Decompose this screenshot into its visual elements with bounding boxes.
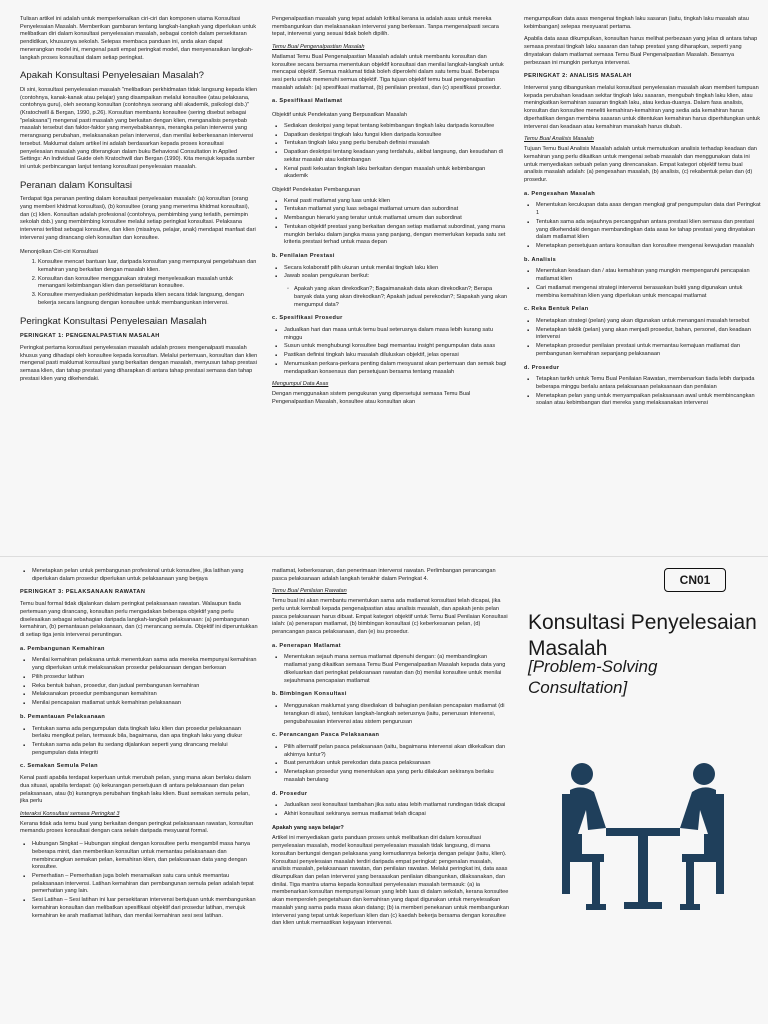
heading-peranan: Peranan dalam Konsultasi xyxy=(20,179,132,191)
list-item: ▪ Tentukan objektif prestasi yang berkaitan dengan setiap matlamat subordinat, yang mana mungkin berlaku dalam jangka masa yang panjang, dengan memerlukan kepada satu set kriteria prestasi terhad untuk masa depan xyxy=(284,224,510,247)
list-item: ▪ Dapatkan deskripsi tentang keadaan yang terdahulu, akibat langsung, dan kesudahan di sekitar masalah atau kebimbangan xyxy=(284,149,510,164)
paragraph-peringkat-2: Intervensi yang dibangunkan melalui konsultasi penyelesaian masalah akan memberi tumpuan kepada perubahan keadaan sekitar tingkah laku sasaran, mengubah tingkah laku klien, atau meningkatkan kemahiran sasaran tingkah laku, atau kedua-duanya. Dalam fasa analisis, konsultan dan konsultee meneliti kemahiran-kemahiran yang sedia ada kemahiran harus diperhatikan dengan membina sasaran untuk ditentukan kemahiran harus diperhitungkan untuk intervensi dan keadaan atau kemahiran manakah harus diubah. xyxy=(524,85,761,130)
list-soalan-pengukuran xyxy=(294,286,510,309)
list-item: ▪ Tentukan sama ada pengumpulan data tingkah laku klien dan prosedur pelaksanaan berlaku mengikut pelan, termasuk bila, bagaimana, dan apa tingkah laku yang diukur xyxy=(32,726,258,741)
heading-penerapan-matlamat: a. Penerapan Matlamat xyxy=(272,642,342,649)
heading-peringkat-1: PERINGKAT 1: PENGENALPASTIAN MASALAH xyxy=(20,333,160,340)
heading-pembangunan-kemahiran: a. Pembangunan Kemahiran xyxy=(20,645,105,652)
heading-mengumpul-data: Mengumpul Data Asas xyxy=(272,381,329,388)
heading-penilaian-prestasi: b. Penilaian Prestasi xyxy=(272,252,335,259)
list-pemantauan-pelaksanaan xyxy=(32,726,258,758)
consultation-meeting-icon xyxy=(548,744,738,934)
list-item: ▪ Kenal pasti kekuatan tingkah laku berkaitan dengan masalah untuk kebimbangan akademik xyxy=(284,166,510,181)
list-item: ▪ Sesi Latihan – Sesi latihan ini luar persekitaran intervensi bertujuan untuk membangunkan kemahiran konsultan dan melibatkan spesifikasi objektif dari prosedur latihan, merujuk kemahiran ke arah matlamat latihan, dan menilai kemahiran sesi sesi latihan. xyxy=(32,897,258,920)
heading-semakan-semula: c. Semakan Semula Pelan xyxy=(20,763,98,770)
paragraph-temu-bual-analisis: Tujuan Temu Bual Analisis Masalah adalah untuk memutuskan analisis terhadap keadaan dan kemahiran yang perlu dikaitkan untuk mengenai sebab masalah dan menggunakan data ini untuk menyediakan sebuah pelan yang direncanakan. Empat kategori objektif temu bual analisis masalah adalah: (a) pengesahan masalah, (b) analisis, (c) rekabentuk pelan dan (d) prosedur. xyxy=(524,146,757,183)
heading-reka-bentuk-pelan: c. Reka Bentuk Pelan xyxy=(524,306,589,313)
heading-pengesahan-masalah: a. Pengesahan Masalah xyxy=(524,190,596,197)
heading-prosedur: d. Prosedur xyxy=(524,364,560,371)
column-1 xyxy=(20,16,258,546)
heading-bimbingan-konsultasi: b. Bimbingan Konsultasi xyxy=(272,691,347,698)
list-item: ▪ Menumuskan perkara-perkara penting dalam mesyuarat akan pertemuan dan semak bagi mendapatkan konsensus dan persetujuan bersama tentang masalah xyxy=(284,361,510,376)
list-item: ▪ Menggunakan maklumat yang disediakan di bahagian penilaian pencapaian matlamat (di terangkan di atas), tentukan langkah-langkah seterusnya (iaitu, penerusan intervensi, pengubahsuaian intervensi atau sistem pengurusan xyxy=(284,703,510,726)
list-interaksi xyxy=(32,841,258,920)
cover-title: Konsultasi Penyelesaian Masalah xyxy=(528,611,757,660)
list-pembangunan-kemahiran xyxy=(32,657,258,707)
list-item: ▪ Akhiri konsultasi sekiranya semua matlamat telah dicapai xyxy=(284,811,510,819)
list-perancangan-pasca xyxy=(284,744,510,785)
list-penerapan-matlamat xyxy=(284,654,510,685)
column-3 xyxy=(524,16,762,546)
list-item: ▪ Secara kolaboratif pilih ukuran untuk menilai tingkah laku klien xyxy=(284,265,510,273)
list-item: ▪ Menetapkan taktik (pelan) yang akan menjadi prosedur, bahan, personel, dan keadaan intervensi xyxy=(536,327,762,342)
list-pendekatan-pembangunan xyxy=(284,198,510,247)
list-item: ▪ Tentukan tingkah laku yang perlu berubah definisi masalah xyxy=(284,140,510,148)
list-pendekatan-masalah xyxy=(284,123,510,181)
paragraph-temu-bual-penilaian: Temu bual ini akan membantu menentukan sama ada matlamat konsultasi telah dicapai, jika perlu untuk kembali kepada pengenalpastian atau analisis masalah, dan apakah jenis pelan pasca pelaksanaan harus dibuat. Empat kategori objektif untuk Temu Bual Penilaian Konsultasi ialah: (a) penerapan matlamat, (b) bimbingan konsultasi (c) keberkesanan pelan, (d) perancangan pasca pelaksanaan, dan (e) isu prosedur. xyxy=(272,598,508,636)
list-reka-bentuk-pelan xyxy=(536,318,762,359)
heading-temu-bual-pengenalpastian: Temu Bual Pengenalpastian Masalah xyxy=(272,44,365,51)
paragraph-top: matlamat, keberkesanan, dan penerimaan intervensi rawatan. Perlimbangan perancangan pasca pelaksanaan adalah langkah terakhir dalam Peringkat 4. xyxy=(272,568,496,582)
list-item: ▪ Menetapkan pelan untuk pembangunan profesional untuk konsultee, jika latihan yang diperlukan dalam prosedur diperlukan untuk pelaksanaan yang berjaya xyxy=(32,568,258,583)
column-2 xyxy=(272,16,510,546)
list-item: ▪ Menetapkan prosedur penilaian prestasi untuk memantau kemajuan matlamat dan pembangunan kemahiran sepanjang pelaksanaan xyxy=(536,343,762,358)
list-item: ▪ Jadualkan hari dan masa untuk temu bual seterusnya dalam masa lebih kurang satu minggu xyxy=(284,327,510,342)
paragraph-apakah: Di sini, konsultasi penyelesaian masalah "melibatkan perkhidmatan tidak langsung kepada klien (contohnya, kanak-kanak atau pelajar) yang disampaikan melalui konsultee (atau pelaksana, contohnya guru), oleh seorang konsultan (contohnya seorang ahli akademik, psikologi dsb.)" (Kratochwill & Bergan, 1990, p.26). Konsultan membantu konsultee (sering disebut sebagai "pelaksana") mengenal pasti masalah yang berkaitan dengan klien, menganalisis penyebab masalah tersebut dan faktor-faktor yang menyebabkannya, merangka pelan intervensi yang merangsang perubahan, melaksanakan pelan intervensi, dan menilai keberkesanan intervensi tersebut. Maklumat dalam artikel ini adalah berdasarkan kepada proses konsultasi penyelesaian masalah yang diterangkan dalam buku Behavioral Consultation in Applied Settings: An Individual Guide oleh Kratochwill dan Bergan (1990). Kita merujuk kepada sumber ini untuk perbincangan lanjut tentang konsultasi penyelesaian masalah. xyxy=(20,86,258,170)
list-item: ▪ Pilih alternatif pelan pasca pelaksanaan (iaitu, bagaimana intervensi akan dikekalkan dan akhirnya luntur?) xyxy=(284,744,510,759)
list-top xyxy=(32,568,258,583)
paragraph-top-2: Apabila data asas dikumpulkan, konsultan harus melihat perbezaan yang jelas di antara tahap semasa prestasi tingkah laku sasaran dan tahap prestasi yang diharapkan, seperti yang dinyatakan dalam matlamat semasa Temu Bual Pengenalpastian Masalah. Besarnya perbezaan ini mungkin perlunya intervensi. xyxy=(524,36,758,66)
heading-ciri: Menonjolkan Ciri-ciri Konsultasi xyxy=(20,248,99,255)
heading-prosedur: d. Prosedur xyxy=(272,790,308,797)
list-item: ▪ Membangun hierarki yang teratur untuk matlamat umum dan subordinat xyxy=(284,215,510,223)
list-item: ▪ Tentukan sama ada sejauhnya percanggahan antara prestasi klien semasa dan prestasi yang dikehendaki dengan membandingkan data asas ke tahap prestasi yang dinyatakan dalam matlamat klien xyxy=(536,219,762,242)
paragraph-temu-bual: Matlamat Temu Bual Pengenalpastian Masalah adalah untuk membantu konsultan dan konsultee secara bersama menentukan objektif konsultasi dan menilai langkah-langkah untuk mencapai objektif. Semua maklumat tidak boleh diperolehi dalam satu temu bual. Beberapa sesi perlu untuk memenuhi semua objektif. Tiga tujuan objektif temu bual pengenalpastian masalah adalah: (a) spesifikasi matlamat, (b) penilaian prestasi, dan (c) spesifikasi prosedur. xyxy=(272,53,504,91)
list-item: ▪ Menetapkan strategi (pelan) yang akan digunakan untuk menangani masalah tersebut xyxy=(536,318,762,326)
paragraph-semakan-semula: Kenal pasti apabila terdapat keperluan untuk merubah pelan, yang mana akan berlaku dalam dua situasi, apabila terdapat: (a) kekurangan persetujuan di antara pelaksanaan dan pelan pelaksanaan, atau (b) kurangnya perubahan tingkah laku klien. Buat semakan semula pelan, jika perlu xyxy=(20,775,251,805)
list-item: ▪ Menentukan sejauh mana semua matlamat dipenuhi dengan: (a) membandingkan matlamat yang dikaitkan semasa Temu Bual Pengenalpastian Masalah kepada data yang dikeluarkan dari peringkat pelaksanaan rawatan dan (b) menilai konsultee untuk menilai sejauhmana pencapaian matlamat xyxy=(284,654,510,685)
list-item: ▪ Menetapkan pelan yang untuk menyampaikan pelaksanaan awal untuk membincangkan soalan atau kebimbangan dari mereka yang melaksanakan intervensi xyxy=(536,393,762,408)
paragraph-mengumpul-data: Dengan menggunakan sistem pengukuran yang dipersetujui semasa Temu Bual Pengenalpastian Masalah, konsultee atau konsultan akan xyxy=(272,391,471,405)
list-item: ▪ Pilih prosedur latihan xyxy=(32,674,258,682)
paragraph-peranan: Terdapat tiga peranan penting dalam konsultasi penyelesaian masalah: (a) konsultan (orang yang memberi khidmat konsultasi), (b) konsultee (orang yang menerima khidmat konsultasi), dan (c) klien. Konsultan adalah profesional (contohnya, pembimbing yang terlatih, pemimpin sekolah dsb.) yang membimbing konsultee melalui setiap peringkat konsultasi. Pelaksana intervensi terlibat sebagai konsultee, dan klien (misalnya, pelajar, anak) mendapat manfaat dari intervensi yang dirancang oleh konsultan dan konsultee. xyxy=(20,196,256,241)
paragraph-top: mengumpulkan data asas mengenai tingkah laku sasaran (iaitu, tingkah laku masalah atau kebimbangan) selepas mesyuarat pertama. xyxy=(524,16,749,30)
heading-peringkat-2: PERINGKAT 2: ANALISIS MASALAH xyxy=(524,73,632,80)
intro-paragraph: Tulisan artikel ini adalah untuk memperkenalkan ciri-ciri dan komponen utama Konsultasi Penyelesaian Masalah. Memberikan gambaran tentang langkah-langkah yang diperlukan untuk melibatkan diri dalam konsultasi penyelesaian masalah, sebagai contoh dalam persekitaran pendidikan, khususnya sekolah. Selepas membaca panduan ini, anda akan dapat menerangkan model ini, mengenal pasti empat peringkat model, dan menyenaraikan langkah-langkah proses konsultasi dalam setiap peringkat. xyxy=(20,16,257,61)
heading-perancangan-pasca: c. Perancangan Pasca Pelaksanaan xyxy=(272,732,380,739)
list-item: ▪ Buat peruntukan untuk perekodan data pasca pelaksanaan xyxy=(284,760,510,768)
list-item: ▪ Menetapkan persetujuan antara konsultan dan konsultee mengenai kewujudan masalah xyxy=(536,243,762,251)
subheading-pendekatan-masalah: Objektif untuk Pendekatan yang Berpusatkan Masalah xyxy=(272,112,407,119)
fold-divider xyxy=(0,556,768,557)
list-prosedur xyxy=(284,802,510,818)
list-item: 3. Konsultee menyediakan perkhidmatan kepada klien secara tidak langsung, dengan bekerja secara langsung dengan konsultee untuk membangunkan intervensi. xyxy=(38,292,258,307)
list-item: ▪ Menentukan keadaan dan / atau kemahiran yang mungkin mempengaruhi pencapaian matlamat klien xyxy=(536,268,762,283)
heading-spesifikasi-prosedur: c. Spesifikasi Prosedur xyxy=(272,315,343,322)
list-item: ▪ Menentukan kecukupan data asas dengan mengkaji graf pengumpulan data dari Peringkat 1 xyxy=(536,202,762,217)
column-5 xyxy=(272,568,510,1016)
list-item: ▪ Hubungan Singkat – Hubungan singkat dengan konsultee perlu mengambil masa hanya beberapa minit, dan memberikan konsultan untuk memantau pelaksanaan dan membincangkan semakan pelan, kemahiran klien, dan pelaksanaan data yang dengan konsultee. xyxy=(32,841,258,872)
list-item: ▪ Cari matlamat mengenai strategi intervensi berasaskan bukti yang digunakan untuk membina kemahiran klien yang diperlukan untuk mencapai matlamat xyxy=(536,285,762,300)
list-analisis xyxy=(536,268,762,300)
heading-apa-belajar: Apakah yang saya belajar? xyxy=(272,824,344,831)
cover-subtitle: [Problem-Solving Consultation] xyxy=(528,657,658,698)
list-item: ▪ Jawab soalan pengukuran berikut: xyxy=(284,273,510,281)
list-item: ▪ Sediakan deskripsi yang tepat tentang kebimbangan tingkah laku daripada konsultee xyxy=(284,123,510,131)
list-item: ▪ Menetapkan prosedur yang menentukan apa yang perlu dilakukan sekiranya berlaku masalah berulang xyxy=(284,769,510,784)
list-spesifikasi-prosedur xyxy=(284,327,510,376)
list-item: 2. Konsultan dan konsultee menggunakan strategi menyelesaikan masalah untuk menangani kebimbangan klien dan persekitaran konsultee. xyxy=(38,276,258,291)
paragraph-interaksi: Kerana tidak ada temu bual yang berkaitan dengan peringkat pelaksanaan rawatan, konsultan memandu proses konsultasi dengan cara selain daripada mesyuarat formal. xyxy=(20,820,254,835)
subheading-pendekatan-pembangunan: Objektif Pendekatan Pembangunan xyxy=(272,186,361,193)
list-item: ▪ Tentukan matlamat yang luas sebagai matlamat umum dan subordinat xyxy=(284,206,510,214)
heading-temu-bual-analisis: Temu Bual Analisis Masalah xyxy=(524,136,594,143)
list-item: ▪ Menilai kemahiran pelaksana untuk menentukan sama ada mereka mempunyai kemahiran yang diperlukan untuk melaksanakan prosedur pelaksanaan dengan berkesan xyxy=(32,657,258,672)
list-item: 1. Konsultee mencari bantuan luar, daripada konsultan yang mempunyai pengetahuan dan kemahiran yang berkaitan dengan masalah klien. xyxy=(38,259,258,274)
heading-analisis: b. Analisis xyxy=(524,256,557,263)
heading-peringkat-3: PERINGKAT 3: PELAKSANAAN RAWATAN xyxy=(20,589,146,596)
list-item: ▪ Reka bentuk bahan, prosedur, dan jadual pembangunan kemahiran xyxy=(32,683,258,691)
list-item: ▪ Kenal pasti matlamat yang luas untuk klien xyxy=(284,198,510,206)
heading-peringkat: Peringkat Konsultasi Penyelesaian Masalah xyxy=(20,315,207,327)
list-penilaian-prestasi xyxy=(284,265,510,281)
list-item: ▪ Menilai pencapaian matlamat untuk kemahiran pelaksanaan xyxy=(32,700,258,708)
heading-spesifikasi-matlamat: a. Spesifikasi Matlamat xyxy=(272,98,343,105)
list-item: ▪ Pastikan definisi tingkah laku masalah diluluskan objektif, jelas operasi xyxy=(284,352,510,360)
paragraph-peringkat-3: Temu bual formal tidak dijalankan dalam peringkat pelaksanaan rawatan. Walaupun tiada pertemuan yang dirancang, konsultan perlu mengadakan beberapa objektif yang perlu diselesaikan sebagai sebahagian daripada langkah-langkah pelaksanaan: (a) pembangunan kemahiran, (b) pemantauan pelaksanaan, dan (c) merancang semula. Objektif ini diperuntukkan di setiap tiga jenis intervensi peruntingan. xyxy=(20,601,258,639)
list-item: ◦ Apakah yang akan direkodkan?; Bagaimanakah data akan direkodkan?; Berapa banyak data yang akan direkodkan?; Apakah jadual perekodan?; Siapakah yang akan mengumpul data? xyxy=(294,286,510,309)
heading-apakah: Apakah Konsultasi Penyelesaian Masalah? xyxy=(20,70,205,82)
list-prosedur xyxy=(536,376,762,408)
list-bimbingan-konsultasi xyxy=(284,703,510,726)
list-item: ▪ Susun untuk menghubungi konsultee bagi memantau insight pengumpulan data asas xyxy=(284,343,510,351)
list-item: ▪ Tetapkan tarikh untuk Temu Bual Penilaian Rawatan, membenarkan tiada lebih daripada beberapa minggu berlalu antara pelaksanaan pelaksanaan dan penilaian xyxy=(536,376,762,391)
heading-pemantauan-pelaksanaan: b. Pemantauan Pelaksanaan xyxy=(20,713,106,720)
list-item: ▪ Pemerhatian – Pemerhatian juga boleh meramaikan satu cara untuk memantau pelaksanaan intervensi. Latihan kemahiran dan pembangunan semula pelan adalah tepat pemerhatian yang lain. xyxy=(32,873,258,896)
list-pengesahan-masalah xyxy=(536,202,762,250)
list-item: ▪ Tentukan sama ada pelan itu sedang dijalankan seperti yang dirancang melalui pengumpulan data integriti xyxy=(32,742,258,757)
document-code-badge: CN01 xyxy=(664,568,726,592)
list-item: ▪ Melaksanakan prosedur pembangunan kemahiran xyxy=(32,691,258,699)
list-item: ▪ Jadualkan sesi konsultasi tambahan jika satu atau lebih matlamat rundingan tidak dicapai xyxy=(284,802,510,810)
heading-interaksi: Interaksi Konsultasi semasa Peringkat 3 xyxy=(20,810,120,817)
paragraph-top: Pengenalpastian masalah yang tepat adalah kritikal kerana ia adalah asas untuk mereka membangunkan dan melaksanakan intervensi yang berkesan. Tanpa mengenalpasti secara tepat, intervensi yang sesuai tidak boleh dipilih. xyxy=(272,16,499,38)
paragraph-apa-belajar: Artikel ini menyediakan garis panduan proses untuk melibatkan diri dalam konsultasi penyelesaian masalah, model konsultasi penyelesaian masalah tidak langsung, di mana konsultan bertungsi dengan pelaksana yang kemudiannya bekerja dengan pelajar (iaitu, klien). Konsultasi penyelesaian masalah terdiri daripada empat peringkat: pengenalan masalah, analisis masalah, pelaksanaan rawatan, dan penilaian rawatan. Melalui peringkat ini, data asas dikumpulkan dan pelan intervensi yang berasaskan penilaian dibangunkan, dilaksanakan, dan dinilai. Tiga mantra utama kepada konsultasi penyelesaian masalah termasuk: (a) ia membenarkan konsultan mempunyai kesan yang lebih luas di dalam sekolah, kerana konsultee akan memperoleh pengetahuan dan kemahiran yang dapat digunakan untuk menyelesaikan masalah yang sama pada masa akan datang; (b) ia memberi penekanan untuk membangunkan intervensi yang tepat untuk keperluan klien dan (c) kaedah bekerja bersama dengan konsultee dan klien untuk memastikan kejayaan intervensi. xyxy=(272,835,509,927)
heading-temu-bual-penilaian: Temu Bual Penilaian Rawatan xyxy=(272,588,347,595)
list-item: ▪ Dapatkan deskripsi tingkah laku fungsi klien daripada konsultee xyxy=(284,132,510,140)
column-4 xyxy=(20,568,258,1016)
paragraph-peringkat-1: Peringkat pertama konsultasi penyelesaian masalah adalah proses mengenalpasti masalah khusus yang dihadapi oleh konsultee kepada konsultan. Melalui pertemuan, konsultan dan klien mengenal pasti maklumat konsultasi yang berkaitan dengan masalah, menyusun tahap prestasi semasa klien, dan tahap prestasi yang diharapkan di antara tahap prestasi semasa dan tahap prestasi klien yang dikehendaki. xyxy=(20,344,258,382)
ciri-list xyxy=(38,259,258,307)
